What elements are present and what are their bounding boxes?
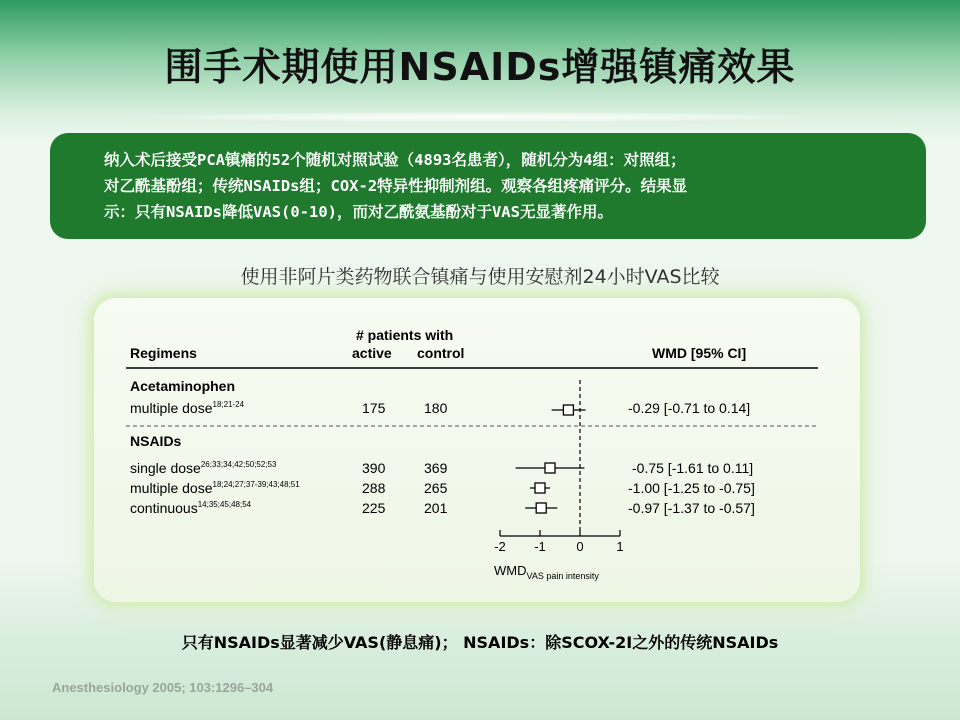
- slide-title: 围手术期使用NSAIDs增强镇痛效果: [164, 45, 796, 89]
- x-axis-label-sub: VAS pain intensity: [526, 571, 599, 581]
- row-control-count: 369: [424, 460, 448, 476]
- x-axis-label: [494, 563, 599, 581]
- x-tick-label: 1: [616, 539, 624, 554]
- row-label-text: multiple dose: [130, 400, 213, 416]
- row-label-text: single dose: [130, 460, 201, 476]
- row-ci-text: -0.97 [-1.37 to -0.57]: [628, 500, 755, 516]
- header-patients-with: # patients with: [356, 327, 454, 343]
- row-ci-text: -1.00 [-1.25 to -0.75]: [628, 480, 755, 496]
- effect-marker: [545, 463, 555, 473]
- x-tick-label: -2: [494, 539, 506, 554]
- row-active-count: 225: [362, 500, 386, 516]
- group-label: Acetaminophen: [130, 378, 236, 394]
- row-label: [130, 500, 252, 516]
- row-label: [130, 400, 245, 416]
- row-active-count: 175: [362, 400, 386, 416]
- x-tick-label: -1: [534, 539, 546, 554]
- row-label-text: continuous: [130, 500, 198, 516]
- row-ci-text: -0.29 [-0.71 to 0.14]: [628, 400, 751, 416]
- summary-line: 示：只有NSAIDs降低VAS(0-10)，而对乙酰氨基酚对于VAS无显著作用。: [104, 203, 613, 221]
- row-active-count: 390: [362, 460, 386, 476]
- effect-marks-layer: [516, 405, 586, 513]
- forest-plot: [94, 298, 860, 602]
- header-active: active: [352, 345, 392, 361]
- x-tick-label: 0: [576, 539, 584, 554]
- row-refs: 14;35;45;48;54: [197, 500, 252, 509]
- citation: Anesthesiology 2005; 103:1296–304: [52, 680, 274, 695]
- figure-caption: 使用非阿片类药物联合镇痛与使用安慰剂24小时VAS比较: [240, 266, 720, 288]
- effect-marker: [536, 503, 546, 513]
- header-regimens: Regimens: [130, 345, 197, 361]
- row-label: [130, 480, 300, 496]
- row-refs: 26;33;34;42;50;52;53: [200, 460, 277, 469]
- row-control-count: 180: [424, 400, 448, 416]
- summary-box: [50, 133, 926, 239]
- row-label-text: multiple dose: [130, 480, 213, 496]
- footer-note: 只有NSAIDs显著减少VAS(静息痛)； NSAIDs：除SCOX-2I之外的传统NSAIDs: [181, 633, 779, 652]
- row-label: [130, 460, 277, 476]
- effect-marker: [535, 483, 545, 493]
- summary-line: 对乙酰基酚组；传统NSAIDs组；COX-2特异性抑制剂组。观察各组疼痛评分。结果显: [104, 177, 688, 195]
- forest-plot-card: [94, 298, 860, 602]
- row-refs: 18;24;27;37-39;43;48;51: [212, 480, 300, 489]
- header-control: control: [417, 345, 465, 361]
- effect-marker: [563, 405, 573, 415]
- row-active-count: 288: [362, 480, 386, 496]
- x-axis-label-main: WMD: [494, 563, 527, 578]
- row-ci-text: -0.75 [-1.61 to 0.11]: [632, 460, 754, 476]
- group-label: NSAIDs: [130, 433, 182, 449]
- row-control-count: 265: [424, 480, 448, 496]
- x-axis: [494, 530, 623, 554]
- title-divider: [150, 112, 810, 122]
- summary-line: 纳入术后接受PCA镇痛的52个随机对照试验（4893名患者），随机分为4组：对照组；: [104, 151, 686, 169]
- header-wmd: WMD [95% CI]: [652, 345, 747, 361]
- row-control-count: 201: [424, 500, 448, 516]
- row-refs: 18;21-24: [212, 400, 245, 409]
